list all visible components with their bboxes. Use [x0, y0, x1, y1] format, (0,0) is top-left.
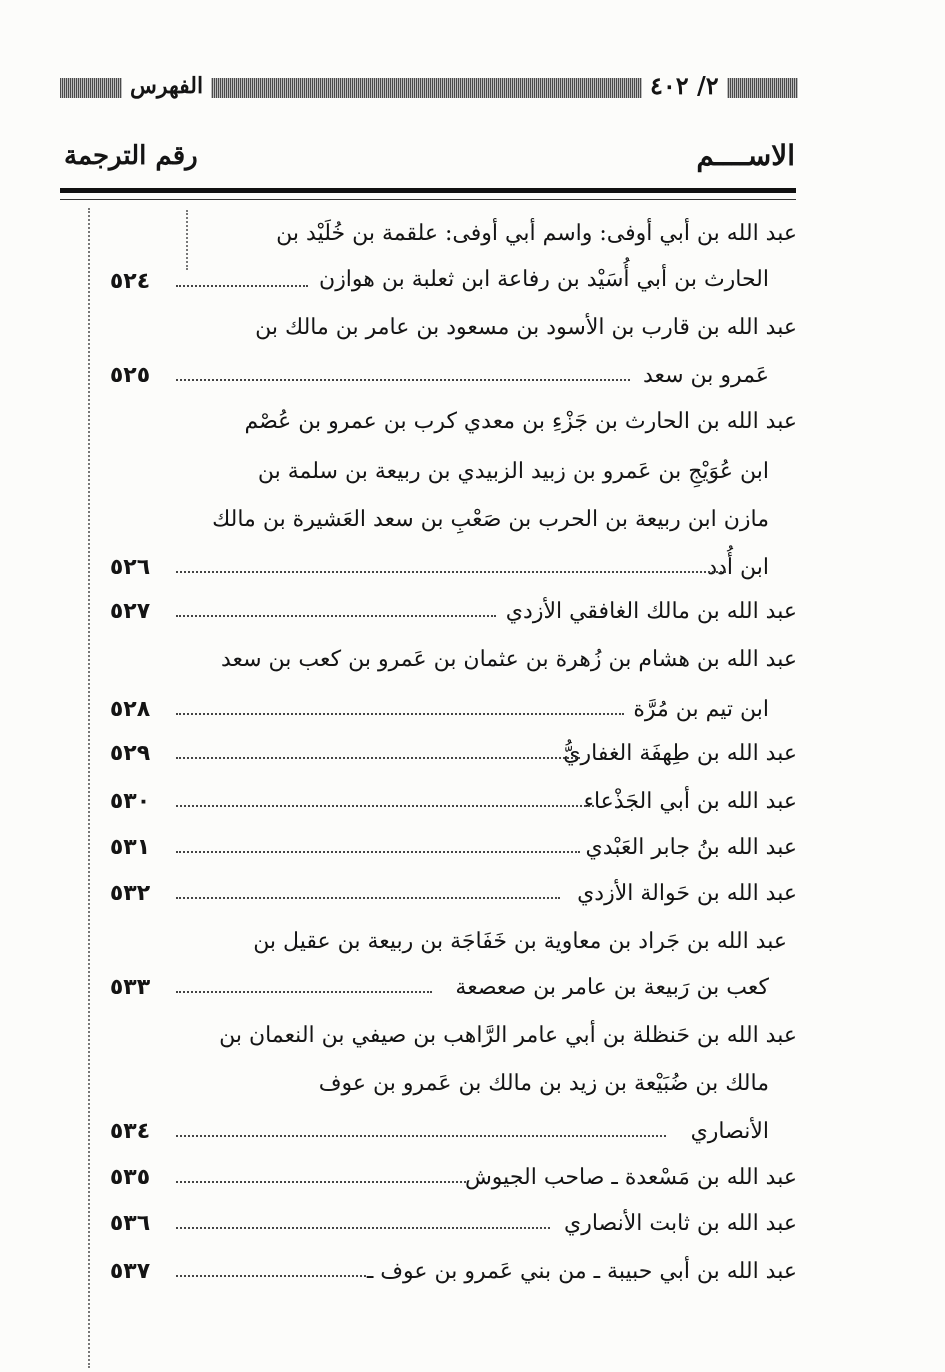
- entry-line: عبد الله بن طِهفَة الغفاريُّ: [563, 741, 797, 766]
- leader-dots: [176, 805, 594, 807]
- entry-number: ٥٣٧: [109, 1259, 151, 1284]
- leader-dots: [176, 1135, 666, 1137]
- leader-dots: [176, 571, 726, 573]
- entry-line: عبد الله بن حَوالة الأزدي: [577, 881, 797, 906]
- margin-dotted-line: [88, 208, 90, 1368]
- entry-line: عبد الله بن أبي الجَذْعاء: [583, 789, 797, 814]
- entry-line: مالك بن ضُبَيْعة بن زيد بن مالك بن عَمرو بن عوف: [318, 1071, 769, 1096]
- leader-dots: [176, 1275, 366, 1277]
- entry-line: كعب بن رَبيعة بن عامر بن صعصعة: [455, 975, 769, 1000]
- leader-dots: [176, 1227, 550, 1229]
- entry-line: الحارث بن أبي أُسَيْد بن رفاعة ابن ثعلبة بن هوازن: [319, 267, 769, 292]
- entry-number: ٥٣٠: [109, 789, 151, 814]
- entry-number: ٥٣١: [109, 835, 151, 860]
- entry-number: ٥٣٦: [109, 1211, 151, 1236]
- entry-line: عبد الله بن أبي حبيبة ـ من بني عَمرو بن عوف ـ: [366, 1259, 797, 1284]
- leader-dots: [176, 713, 624, 715]
- entry-line: عبد الله بن مَسْعدة ـ صاحب الجيوش: [464, 1165, 797, 1190]
- entry-number: ٥٢٧: [109, 599, 151, 624]
- margin-dotted-line-short: [186, 210, 188, 270]
- entry-number: ٥٣٥: [109, 1165, 151, 1190]
- header-divider: [60, 188, 796, 193]
- header-divider-thin: [60, 199, 796, 200]
- column-header-name: الاســــم: [696, 139, 795, 172]
- entry-line: عبد الله بنُ جابر العَبْدي: [585, 835, 797, 860]
- entry-number: ٥٢٥: [109, 363, 151, 388]
- entry-line: عبد الله بن حَنظلة بن أبي عامر الرَّاهب بن صيفي بن النعمان بن: [219, 1023, 797, 1048]
- entry-line: عبد الله بن جَراد بن معاوية بن خَفَاجَة بن ربيعة بن عقيل بن: [253, 929, 787, 954]
- entry-line: عبد الله بن هشام بن زُهرة بن عثمان بن عَمرو بن كعب بن سعد: [220, 647, 797, 672]
- leader-dots: [176, 757, 580, 759]
- section-title: الفهرس: [122, 68, 211, 104]
- entry-line: ابن أُدد: [707, 555, 769, 580]
- entry-line: ابن عُوَيْجِ بن عَمرو بن زبيد الزبيدي بن ربيعة بن سلمة بن: [257, 459, 769, 484]
- entry-line: عبد الله بن الحارث بن جَزْءِ بن معدي كرب بن عمرو بن عُصْم: [244, 409, 797, 434]
- entry-number: ٥٢٤: [109, 269, 151, 294]
- entry-number: ٥٣٣: [109, 975, 151, 1000]
- entry-line: عبد الله بن ثابت الأنصاري: [563, 1211, 797, 1236]
- leader-dots: [176, 851, 580, 853]
- entry-line: عَمرو بن سعد: [642, 363, 769, 388]
- entry-line: عبد الله بن مالك الغافقي الأزدي: [505, 599, 797, 624]
- entry-line: ابن تيم بن مُرَّة: [633, 697, 769, 722]
- entry-line: الأنصاري: [690, 1119, 769, 1144]
- leader-dots: [176, 615, 496, 617]
- entry-number: ٥٣٤: [109, 1119, 151, 1144]
- leader-dots: [176, 379, 630, 381]
- entry-line: عبد الله بن قارب بن الأسود بن مسعود بن عامر بن مالك بن: [255, 315, 797, 340]
- leader-dots: [176, 897, 560, 899]
- column-header-number: رقم الترجمة: [64, 141, 198, 171]
- leader-dots: [176, 1181, 466, 1183]
- entry-line: مازن ابن ربيعة بن الحرب بن صَعْبِ بن سعد العَشيرة بن مالك: [212, 507, 769, 532]
- entry-number: ٥٣٢: [109, 881, 151, 906]
- entry-number: ٥٢٨: [109, 697, 151, 722]
- entry-line: عبد الله بن أبي أوفى: واسم أبي أوفى: علقمة بن خُلَيْد بن: [276, 221, 797, 246]
- entry-number: ٥٢٩: [109, 741, 151, 766]
- leader-dots: [176, 991, 432, 993]
- entry-number: ٥٢٦: [109, 555, 151, 580]
- leader-dots: [176, 285, 308, 287]
- page-number: ٢/ ٤٠٢: [642, 68, 727, 104]
